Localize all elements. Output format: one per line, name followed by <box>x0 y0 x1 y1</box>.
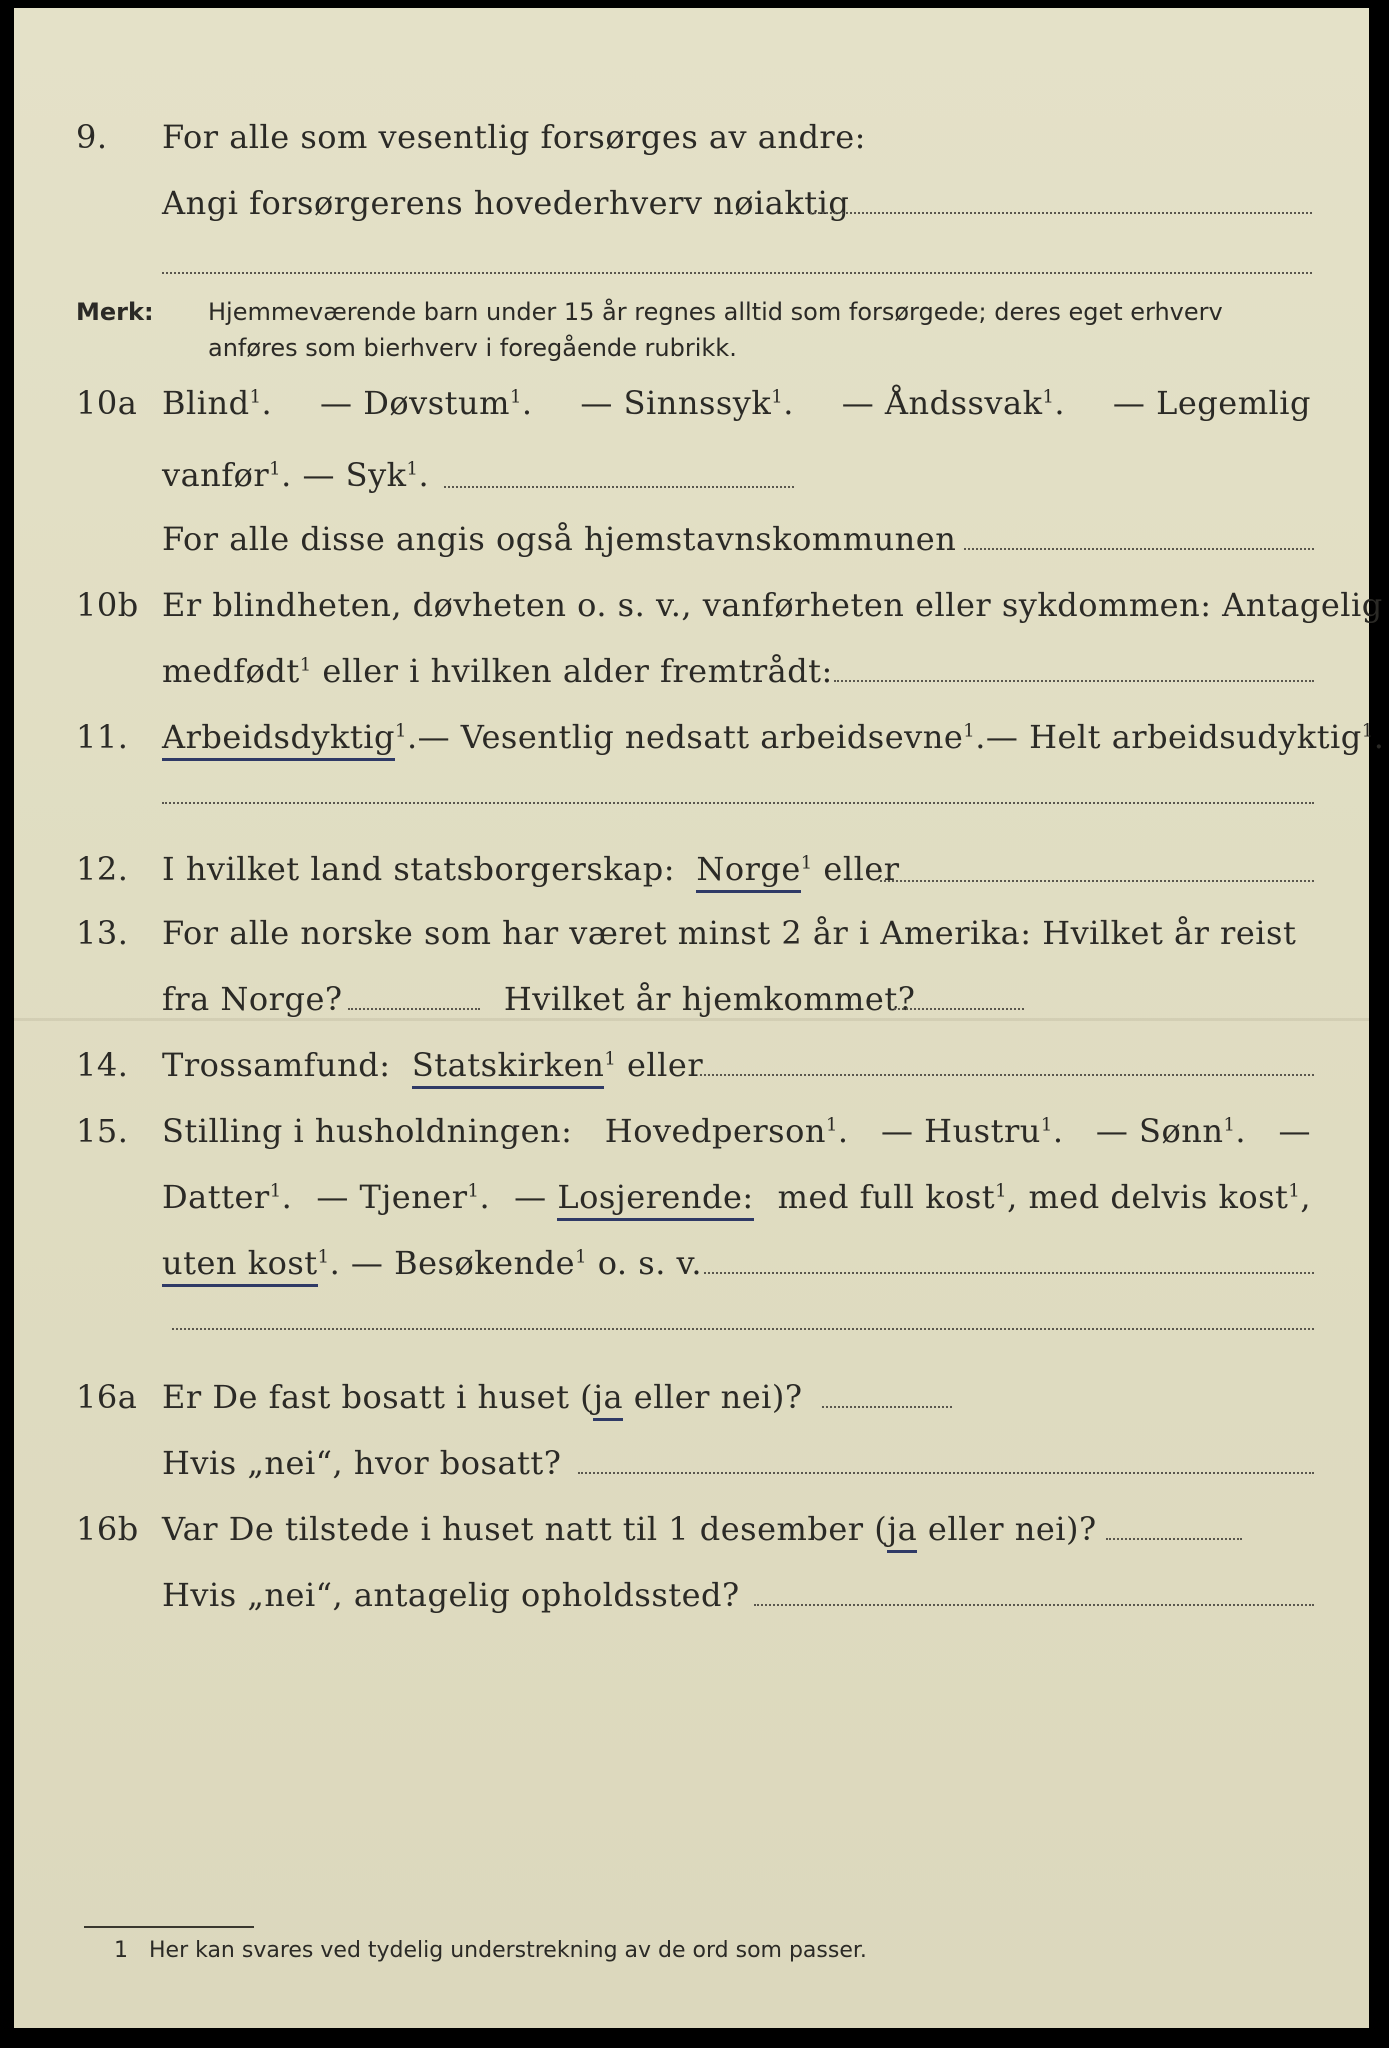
answer-line[interactable] <box>162 272 1312 274</box>
question-number: 9. <box>76 118 108 156</box>
question-number: 13. <box>76 914 129 952</box>
question-text: eller <box>626 1046 704 1084</box>
footnote <box>114 1938 867 1963</box>
question-11: 11. Arbeidsdyktig$^1$. — Vesentlig nedsatt arbeidsevne$^1$. — Helt arbeidsudyktig$^1$. <box>14 718 1369 768</box>
answer-line[interactable] <box>1106 1538 1242 1540</box>
question-text: Hvis „nei“, antagelig opholdssted? <box>162 1576 740 1614</box>
note-label: Merk: <box>76 298 154 326</box>
question-text: Stilling i husholdningen: <box>162 1112 573 1150</box>
answer-line[interactable] <box>172 1328 1314 1330</box>
question-text: eller <box>823 850 900 888</box>
option-arbeidsdyktig-underlined[interactable]: Arbeidsdyktig <box>162 718 395 761</box>
question-text: For alle disse angis også hjemstavnskommunen <box>162 520 957 558</box>
answer-line[interactable] <box>810 212 1312 214</box>
question-10a <box>14 384 1369 434</box>
answer-line[interactable] <box>162 802 1314 804</box>
option-andssvak: — Åndssvak <box>841 384 1043 422</box>
note-text: Hjemmeværende barn under 15 år regnes alltid som forsørgede; deres eget erhverv <box>208 298 1223 326</box>
option-legemlig: — Legemlig <box>1112 384 1311 422</box>
question-13 <box>14 914 1369 964</box>
question-number: 14. <box>76 1046 129 1084</box>
question-10a-line-2: vanfør$^1$. — Syk$^1$. <box>162 456 430 494</box>
question-text: I hvilket land statsborgerskap: <box>162 850 675 888</box>
question-number: 16a <box>76 1378 138 1416</box>
question-14: 14. Trossamfund: Statskirken$^1$ eller <box>14 1046 1369 1096</box>
answer-line[interactable] <box>700 1074 1314 1076</box>
option-uten-kost-underlined[interactable]: uten kost <box>162 1244 318 1287</box>
question-15: 15. Stilling i husholdningen: Hovedperson$^1$. — Hustru$^1$. — Sønn$^1$. — <box>76 1112 1311 1150</box>
question-16b: 16b Var De tilstede i huset natt til 1 desember (ja eller nei)? <box>14 1510 1369 1560</box>
question-10b-line-2: medfødt$^1$ eller i hvilken alder fremtrådt: <box>162 652 833 690</box>
option-sinnssyk: — Sinnssyk <box>580 384 772 422</box>
question-12: 12. I hvilket land statsborgerskap: Norge$^1$ eller <box>14 850 1369 900</box>
answer-line[interactable] <box>578 1472 1314 1474</box>
option-losjerende-underlined[interactable]: Losjerende: <box>557 1178 753 1221</box>
answer-line[interactable] <box>754 1604 1314 1606</box>
footnote-rule <box>84 1926 254 1928</box>
question-13-line-2 <box>14 980 1369 1030</box>
answer-line[interactable] <box>444 486 794 488</box>
option-medfodt: medfødt <box>162 652 300 690</box>
answer-line[interactable] <box>348 1008 480 1010</box>
question-15-line-3: uten kost$^1$. — Besøkende$^1$ o. s. v. <box>14 1244 1369 1294</box>
question-16a: 16a Er De fast bosatt i huset (ja eller nei)? <box>14 1378 1369 1428</box>
question-text: o. s. v. <box>597 1244 702 1282</box>
answer-line[interactable] <box>880 880 1314 882</box>
option-dovstum: — Døvstum <box>320 384 510 422</box>
option-ja-underlined[interactable]: ja <box>887 1510 917 1553</box>
option-datter: Datter <box>162 1178 270 1216</box>
option-ja-underlined[interactable]: ja <box>593 1378 623 1421</box>
question-9 <box>14 118 1369 168</box>
question-9-line-2 <box>14 184 1369 234</box>
option-besokende: — Besøkende <box>350 1244 576 1282</box>
option-helt-arbeidsudyktig: — Helt arbeidsudyktig <box>985 718 1362 756</box>
footnote-text: Her kan svares ved tydelig understrekning av de ord som passer. <box>148 1938 867 1963</box>
question-16b-line-2 <box>14 1576 1369 1626</box>
question-text: Hvis „nei“, hvor bosatt? <box>162 1444 562 1482</box>
question-number: 10b <box>76 586 139 624</box>
option-full-kost: med full kost <box>777 1178 996 1216</box>
question-text: For alle som vesentlig forsørges av andre: <box>162 118 866 156</box>
question-text: Trossamfund: <box>162 1046 391 1084</box>
option-sonn: — Sønn <box>1095 1112 1224 1150</box>
question-text: Blind$^1$. — Døvstum$^1$. — Sinnssyk$^1$. — Åndssvak$^1$. — Legemlig <box>162 384 1311 422</box>
question-number: 12. <box>76 850 129 888</box>
answer-line[interactable] <box>834 680 1314 682</box>
option-vanfor: vanfør <box>162 456 270 494</box>
question-number: 10a <box>76 384 138 422</box>
question-10a-line-3 <box>14 520 1369 570</box>
question-text: fra Norge? <box>162 980 343 1018</box>
question-number: 11. <box>76 718 129 756</box>
footnote-marker: 1 <box>114 1938 128 1963</box>
option-hustru: — Hustru <box>880 1112 1041 1150</box>
option-vesentlig-nedsatt: — Vesentlig nedsatt arbeidsevne <box>417 718 964 756</box>
question-16a-line-2 <box>14 1444 1369 1494</box>
option-delvis-kost: , med delvis kost <box>1007 1178 1289 1216</box>
question-number: 16b <box>76 1510 139 1548</box>
census-form-page <box>14 8 1385 2028</box>
question-number: 15. <box>76 1112 129 1150</box>
answer-line[interactable] <box>964 548 1314 550</box>
option-tjener: — Tjener <box>316 1178 468 1216</box>
question-15-line-2: Datter$^1$. — Tjener$^1$. — Losjerende: med full kost$^1$, med delvis kost$^1$, <box>14 1178 1369 1228</box>
question-text: eller i hvilken alder fremtrådt: <box>322 652 833 690</box>
option-syk: — Syk <box>302 456 407 494</box>
option-blind: Blind <box>162 384 250 422</box>
question-text: Angi forsørgerens hovederhverv nøiaktig <box>162 184 850 222</box>
note-text: anføres som bierhverv i foregående rubrikk. <box>208 334 737 362</box>
question-text: Er blindheten, døvheten o. s. v., vanførheten eller sykdommen: Antagelig <box>162 586 1383 624</box>
question-text: For alle norske som har været minst 2 år i Amerika: Hvilket år reist <box>162 914 1297 952</box>
answer-line[interactable] <box>822 1406 952 1408</box>
question-10b <box>14 586 1383 636</box>
option-statskirken-underlined[interactable]: Statskirken <box>412 1046 605 1089</box>
option-norge-underlined[interactable]: Norge <box>696 850 800 893</box>
option-hovedperson: Hovedperson <box>604 1112 826 1150</box>
answer-line[interactable] <box>894 1008 1024 1010</box>
question-text: Hvilket år hjemkommet? <box>503 980 916 1018</box>
answer-line[interactable] <box>704 1272 1314 1274</box>
